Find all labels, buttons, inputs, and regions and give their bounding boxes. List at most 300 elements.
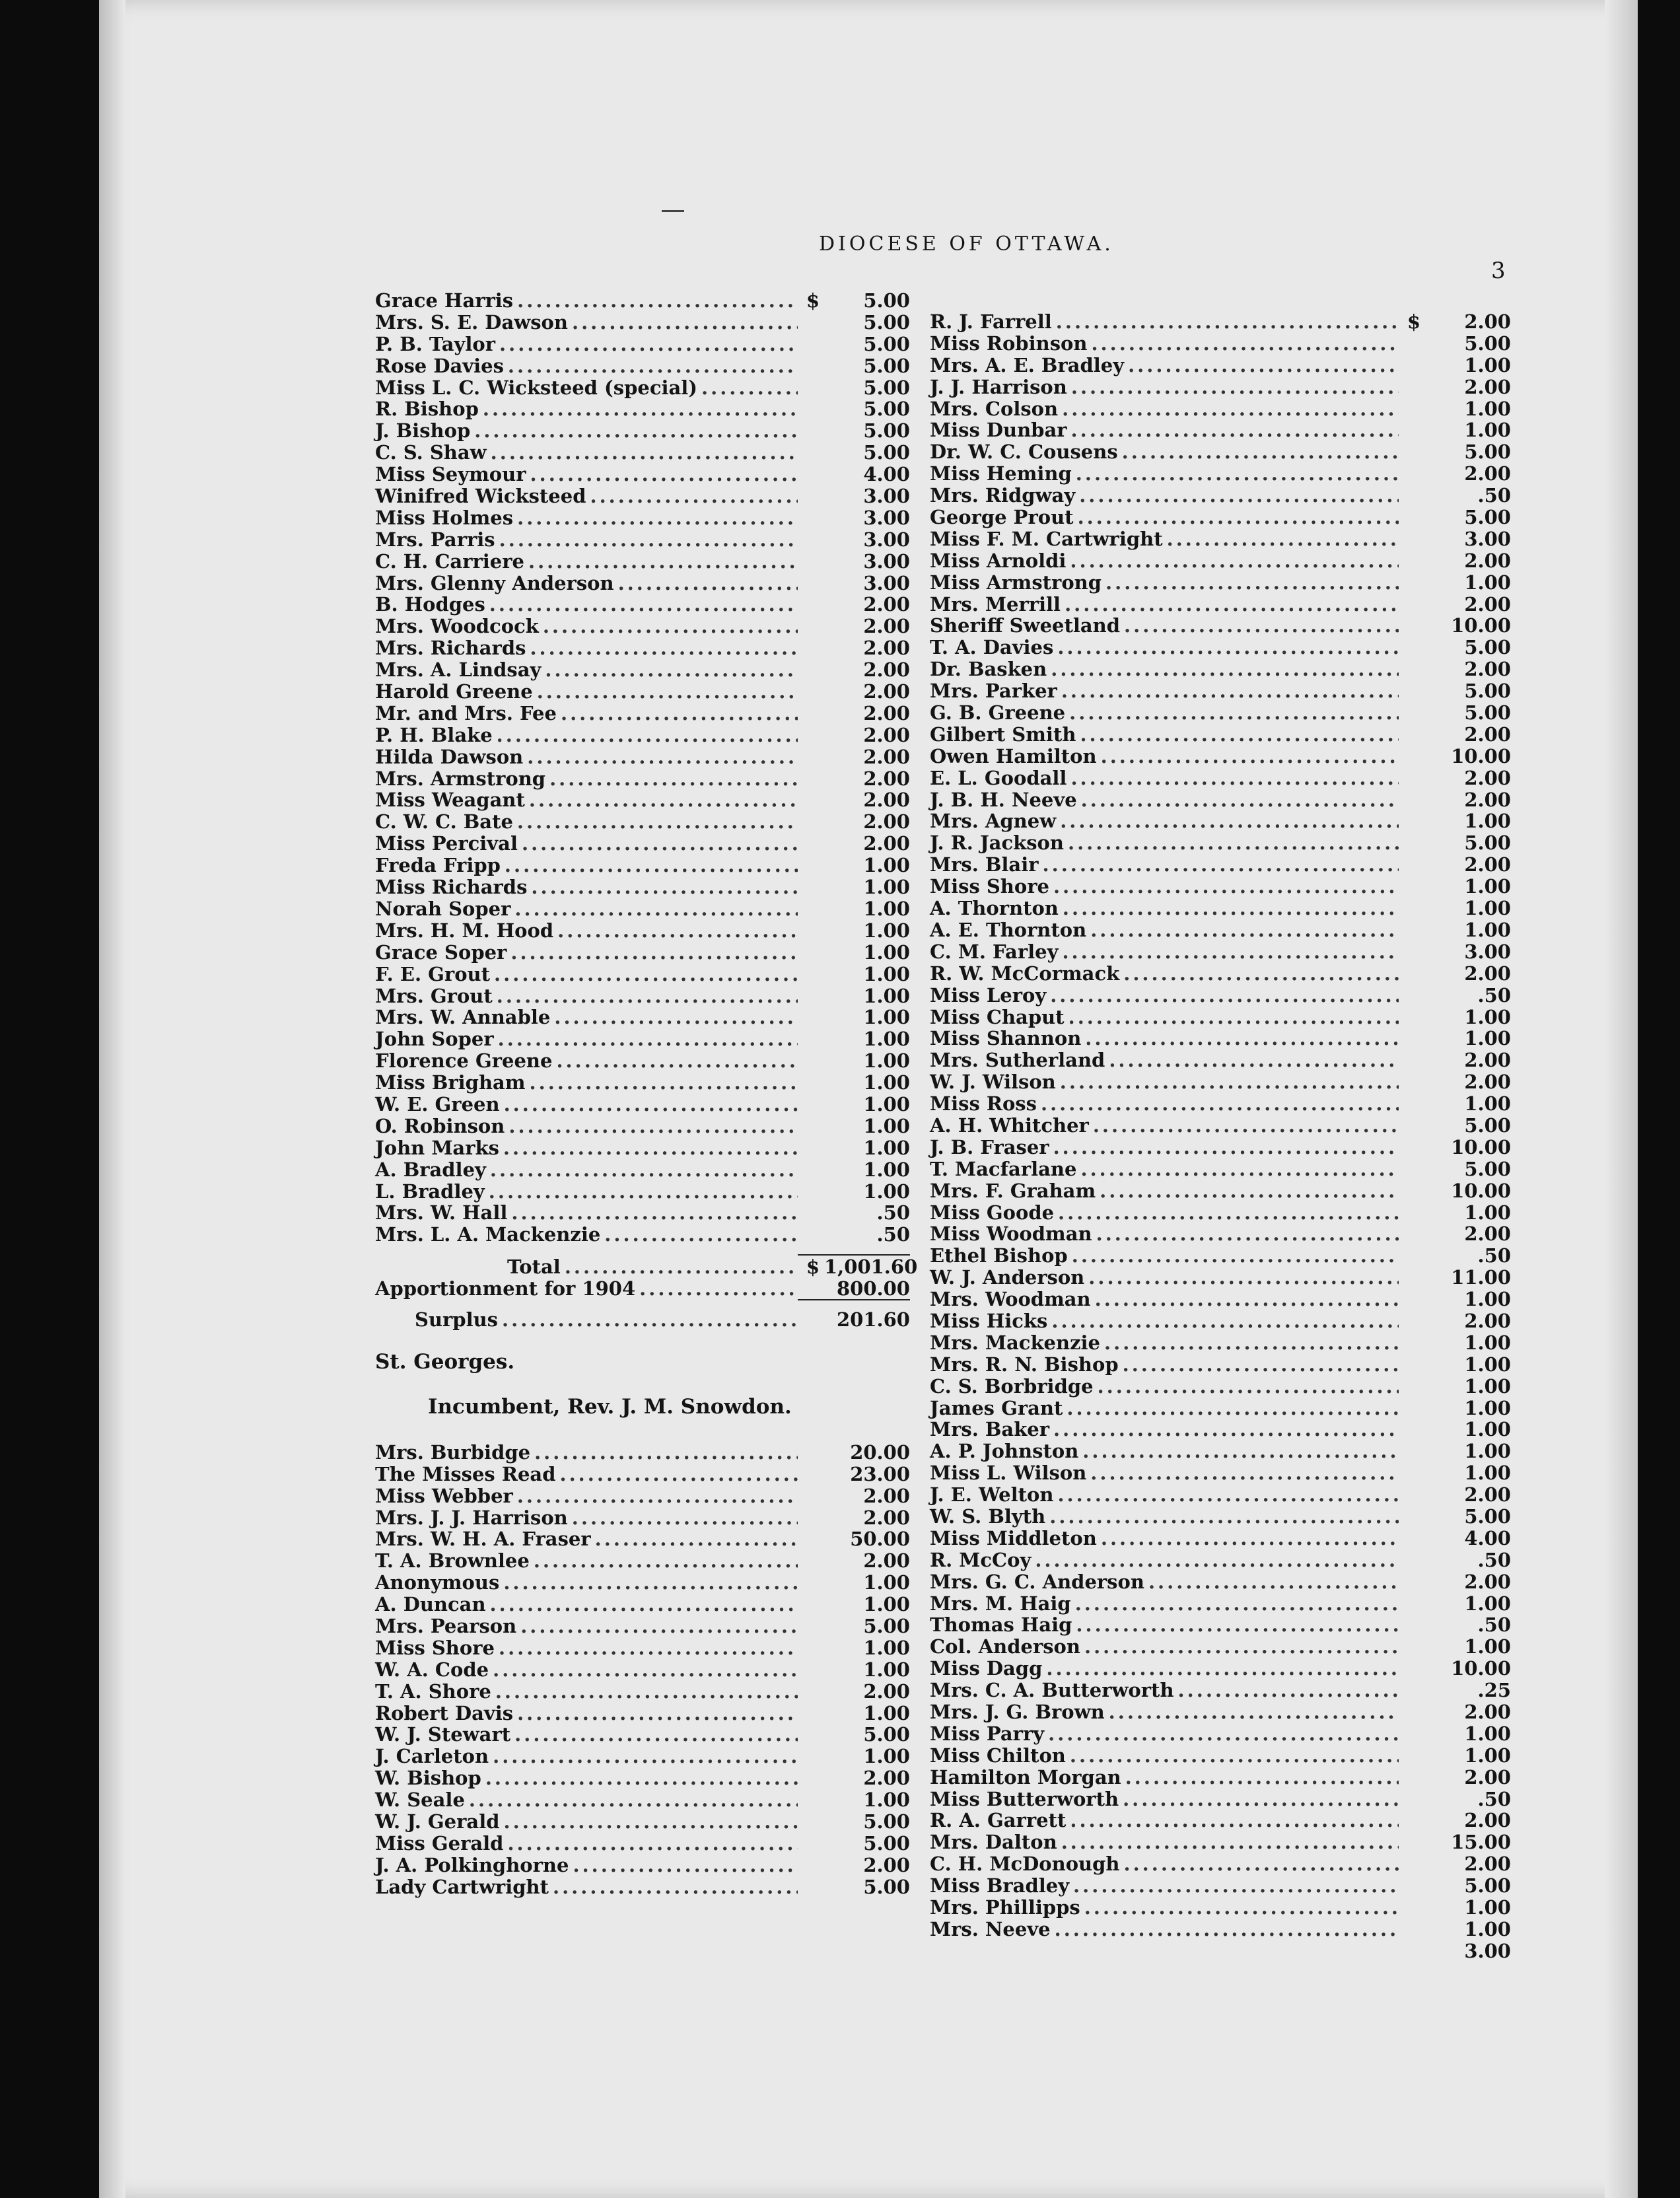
- list-item: [930, 723, 1511, 745]
- dot-leader: [1090, 1462, 1399, 1484]
- list-item: [375, 1810, 910, 1832]
- dot-leader: [1096, 1223, 1399, 1245]
- contribution-amount: 1.00: [1464, 1462, 1511, 1485]
- list-item: [375, 1049, 910, 1071]
- contribution-amount: 5.00: [863, 1831, 910, 1855]
- contributor-name: Mrs. Armstrong: [375, 767, 546, 790]
- list-item: [375, 1093, 910, 1115]
- list-item: [375, 1723, 910, 1745]
- dot-leader: [498, 1028, 798, 1050]
- contribution-amount: 10.00: [1451, 614, 1511, 637]
- contributor-name: Dr. Basken: [930, 658, 1047, 681]
- contributor-name: Miss L. Wilson: [930, 1462, 1087, 1485]
- list-item: [930, 1375, 1511, 1397]
- list-item: [375, 419, 910, 441]
- list-item: [375, 1028, 910, 1049]
- contribution-amount: 1.00: [863, 919, 910, 942]
- contributor-name: Mrs. L. A. Mackenzie: [375, 1223, 601, 1246]
- list-item: [930, 1201, 1511, 1223]
- list-item: [375, 1680, 910, 1702]
- contributor-name: Ethel Bishop: [930, 1244, 1068, 1267]
- list-item: [375, 441, 910, 463]
- contribution-amount: 4.00: [863, 463, 910, 486]
- contribution-amount: 1.00: [863, 876, 910, 899]
- list-item: [930, 1136, 1511, 1158]
- contribution-amount: 1.00: [1464, 1440, 1511, 1463]
- dot-leader: [517, 1485, 798, 1507]
- contribution-amount: 1.00: [1464, 918, 1511, 941]
- contribution-amount: 1.00: [1464, 1092, 1511, 1116]
- contributor-name: Lady Cartwright: [375, 1875, 549, 1898]
- contributor-name: Mrs. Ridgway: [930, 484, 1076, 507]
- contribution-amount: 2.00: [863, 810, 910, 833]
- contributor-name: Mrs. Sutherland: [930, 1049, 1105, 1072]
- contribution-amount: 2.00: [1464, 462, 1511, 485]
- contributor-name: A. Thornton: [930, 897, 1059, 920]
- list-item: [375, 485, 910, 507]
- contribution-amount: 2.00: [863, 701, 910, 725]
- list-item: [930, 1613, 1511, 1635]
- contributor-name: F. E. Grout: [375, 962, 491, 985]
- dot-leader: [1053, 875, 1399, 898]
- list-item: [930, 506, 1511, 528]
- contributor-name: J. B. H. Neeve: [930, 788, 1077, 811]
- contribution-amount: 3.00: [863, 571, 910, 594]
- dot-leader: [701, 376, 798, 399]
- list-item: [930, 1527, 1511, 1549]
- dot-leader: [511, 1201, 798, 1224]
- dot-leader: [1071, 376, 1399, 398]
- list-item: [930, 1180, 1511, 1201]
- list-item: [930, 398, 1511, 419]
- contributor-name: Mrs. S. E. Dawson: [375, 310, 568, 334]
- contribution-amount: .50: [1477, 983, 1511, 1007]
- contribution-amount: 2.00: [863, 1767, 910, 1790]
- list-item: [930, 658, 1511, 680]
- dot-leader: [556, 1049, 798, 1072]
- contributor-name: Mrs. R. N. Bishop: [930, 1353, 1119, 1376]
- list-item: [375, 1637, 910, 1658]
- list-item: [930, 984, 1511, 1006]
- dot-leader: [1043, 853, 1399, 876]
- contribution-amount: .25: [1477, 1679, 1511, 1702]
- contributor-name: Freda Fripp: [375, 854, 501, 877]
- list-item: [930, 636, 1511, 658]
- contributor-name: R. J. Farrell: [930, 310, 1052, 333]
- contributor-name: Miss Robinson: [930, 332, 1088, 355]
- contributor-name: Miss Gerald: [375, 1831, 504, 1855]
- contributor-name: Winifred Wicksteed: [375, 485, 586, 508]
- list-item: [930, 1831, 1511, 1853]
- contributor-name: Robert Davis: [375, 1701, 514, 1724]
- contribution-amount: 3.00: [863, 506, 910, 529]
- contributor-name: Grace Soper: [375, 940, 507, 964]
- contributor-name: Mrs. Burbidge: [375, 1440, 531, 1464]
- list-item: [930, 354, 1511, 376]
- list-item: [375, 680, 910, 702]
- dot-leader: [495, 1680, 798, 1703]
- contribution-amount: 4.00: [1464, 1526, 1511, 1549]
- dot-leader: [490, 1158, 798, 1181]
- contributor-name: Miss Percival: [375, 832, 518, 855]
- list-item: [375, 1789, 910, 1810]
- dot-leader: [618, 572, 798, 594]
- contribution-amount: 2.00: [1464, 1309, 1511, 1332]
- contributor-name: A. P. Johnston: [930, 1440, 1079, 1463]
- dot-leader: [1053, 1136, 1399, 1158]
- contribution-amount: 1.00: [863, 940, 910, 964]
- list-item: [375, 898, 910, 919]
- dot-leader: [493, 1658, 798, 1681]
- contributor-name: Col. Anderson: [930, 1635, 1080, 1658]
- list-item: [375, 398, 910, 419]
- dot-leader: [505, 854, 798, 876]
- dot-leader: [517, 1702, 798, 1724]
- contributor-name: R. Bishop: [375, 398, 479, 421]
- dot-leader: [1057, 1483, 1399, 1506]
- dot-leader: [517, 507, 798, 529]
- contributor-name: C. M. Farley: [930, 940, 1059, 963]
- dot-leader: [514, 898, 798, 920]
- contributor-name: Mrs. Blair: [930, 853, 1039, 876]
- contribution-amount: 1.00: [1464, 353, 1511, 376]
- dot-leader: [520, 1615, 798, 1637]
- contribution-amount: 11.00: [1451, 1266, 1511, 1289]
- contributor-name: Miss Dunbar: [930, 419, 1067, 442]
- list-item: [930, 1657, 1511, 1679]
- contributor-name: Mrs. W. Annable: [375, 1006, 551, 1029]
- dot-leader: [497, 724, 798, 746]
- dot-leader: [530, 463, 798, 485]
- contributor-name: Mr. and Mrs. Fee: [375, 701, 557, 725]
- list-item: [930, 1114, 1511, 1136]
- dot-leader: [1075, 1592, 1399, 1615]
- list-item: [375, 637, 910, 658]
- contributor-name: Mrs. M. Haig: [930, 1592, 1071, 1615]
- dot-leader: [1072, 1244, 1399, 1267]
- dot-leader: [1068, 1006, 1399, 1028]
- contribution-amount: 23.00: [850, 1462, 910, 1485]
- section-title: St. Georges.: [375, 1349, 515, 1374]
- contributor-name: Miss Leroy: [930, 983, 1047, 1007]
- contributor-name: Miss Arnoldi: [930, 549, 1067, 572]
- dot-leader: [1046, 1657, 1399, 1680]
- contribution-amount: 5.00: [1464, 832, 1511, 855]
- contributor-name: Sheriff Sweetland: [930, 614, 1121, 637]
- contribution-amount: 2.00: [863, 832, 910, 855]
- dot-leader: [561, 702, 798, 725]
- contributor-name: W. J. Anderson: [930, 1266, 1085, 1289]
- dot-leader: [1058, 1201, 1399, 1224]
- total-row: [375, 1256, 918, 1279]
- contribution-amount: 2.00: [1464, 1071, 1511, 1094]
- contribution-amount: 2.00: [863, 767, 910, 790]
- dot-leader: [485, 1767, 798, 1789]
- dot-leader: [1067, 1397, 1399, 1419]
- dot-leader: [1104, 1331, 1399, 1354]
- contribution-amount: 5.00: [863, 398, 910, 421]
- dot-leader: [1060, 1071, 1399, 1093]
- dot-leader: [503, 1137, 798, 1159]
- contribution-amount: 1.00: [1464, 1005, 1511, 1028]
- list-item: [930, 1809, 1511, 1831]
- contributor-name: Miss Armstrong: [930, 571, 1102, 594]
- dot-leader: [497, 985, 798, 1007]
- list-item: [930, 1331, 1511, 1353]
- contribution-amount: .50: [876, 1223, 910, 1246]
- list-item: [930, 593, 1511, 615]
- dot-leader: [494, 963, 798, 985]
- list-item: [930, 1244, 1511, 1266]
- contributor-name: A. E. Thornton: [930, 918, 1087, 941]
- list-item: [930, 1896, 1511, 1918]
- contributor-name: W. J. Gerald: [375, 1810, 500, 1833]
- dot-leader: [483, 398, 798, 420]
- dollar-sign: $: [1407, 310, 1421, 333]
- contributor-name: W. Seale: [375, 1789, 465, 1812]
- list-item: [375, 854, 910, 876]
- list-item: [375, 528, 910, 550]
- contribution-amount: 1.00: [1464, 1896, 1511, 1919]
- list-item: [930, 701, 1511, 723]
- list-item: [930, 462, 1511, 484]
- contribution-amount: 1.00: [863, 854, 910, 877]
- contribution-amount: 1.00: [1464, 1418, 1511, 1441]
- dot-leader: [572, 1507, 798, 1529]
- list-item: [930, 962, 1511, 984]
- contributor-name: J. Carleton: [375, 1745, 489, 1768]
- contribution-amount: 2.00: [863, 637, 910, 660]
- contribution-amount: 5.00: [863, 441, 910, 464]
- contributor-name: Hilda Dawson: [375, 745, 524, 768]
- list-item: [930, 810, 1511, 832]
- contribution-amount: .50: [1477, 1613, 1511, 1637]
- list-item: [375, 1832, 910, 1854]
- contribution-amount: 2.00: [863, 1549, 910, 1573]
- contribution-amount: 5.00: [1464, 441, 1511, 464]
- contributor-name: T. Macfarlane: [930, 1157, 1077, 1180]
- list-item: [375, 985, 910, 1007]
- contributor-name: Mrs. W. H. A. Fraser: [375, 1528, 591, 1551]
- dot-leader: [517, 810, 798, 833]
- list-item: [930, 1635, 1511, 1657]
- dot-leader: [1101, 745, 1399, 767]
- dot-leader: [559, 1463, 798, 1485]
- dot-leader: [474, 419, 798, 442]
- contribution-amount: .50: [876, 1201, 910, 1224]
- page-number: 3: [1491, 258, 1506, 284]
- contributor-name: Mrs. Woodcock: [375, 615, 539, 638]
- contribution-amount: 10.00: [1451, 1179, 1511, 1202]
- contributor-name: J. A. Polkinghorne: [375, 1853, 569, 1876]
- list-item: [375, 1658, 910, 1680]
- dot-leader: [1123, 1353, 1399, 1376]
- contributor-name: Mrs. Woodman: [930, 1288, 1091, 1311]
- dot-leader: [1101, 1527, 1399, 1549]
- dot-leader: [1123, 1853, 1399, 1875]
- contribution-amount: 1.00: [863, 1092, 910, 1116]
- contributor-name: C. H. Carriere: [375, 550, 524, 573]
- contribution-amount: 1.00: [863, 1745, 910, 1768]
- dot-leader: [489, 593, 798, 616]
- dot-leader: [1090, 919, 1399, 941]
- dot-leader: [1065, 593, 1399, 616]
- dot-leader: [514, 1723, 798, 1746]
- contributor-name: Mrs. Grout: [375, 984, 493, 1007]
- dot-leader: [572, 311, 798, 334]
- list-item: [375, 789, 910, 810]
- list-item: [375, 832, 910, 854]
- list-item: [375, 1549, 910, 1571]
- list-item: [930, 919, 1511, 940]
- running-header: DIOCESE OF OTTAWA.: [819, 232, 1114, 256]
- list-item: [375, 810, 910, 832]
- dot-leader: [493, 1745, 798, 1767]
- contribution-amount: 1.00: [863, 1071, 910, 1094]
- contributor-name: J. Bishop: [375, 419, 471, 443]
- list-item: [930, 680, 1511, 701]
- contribution-amount: 3.00: [863, 485, 910, 508]
- list-item: [930, 1701, 1511, 1722]
- dot-leader: [530, 1071, 798, 1094]
- contributor-name: T. A. Shore: [375, 1680, 491, 1703]
- list-item: [375, 572, 910, 594]
- list-item: [930, 441, 1511, 462]
- dot-leader: [1068, 832, 1399, 854]
- dot-leader: [522, 832, 798, 855]
- contribution-amount: 1.00: [1464, 1396, 1511, 1419]
- contributor-name: Mrs. Merrill: [930, 592, 1061, 616]
- dot-leader: [534, 1441, 798, 1464]
- dot-leader: [489, 1180, 798, 1203]
- contributor-name: The Misses Read: [375, 1462, 556, 1485]
- contributor-name: Miss Brigham: [375, 1071, 526, 1094]
- list-item: [930, 1049, 1511, 1071]
- list-item: [375, 1745, 910, 1767]
- contributor-name: Norah Soper: [375, 897, 511, 920]
- contributor-name: Gilbert Smith: [930, 723, 1076, 746]
- contribution-amount: 2.00: [863, 789, 910, 812]
- list-item: [375, 1485, 910, 1507]
- dot-leader: [1057, 636, 1399, 658]
- contributor-name: Mrs. Mackenzie: [930, 1331, 1101, 1354]
- list-item: [375, 550, 910, 572]
- contributor-name: James Grant: [930, 1396, 1063, 1419]
- list-item: [375, 1615, 910, 1637]
- dot-leader: [1070, 1744, 1399, 1767]
- contribution-amount: 5.00: [863, 332, 910, 355]
- dot-leader: [1088, 1266, 1399, 1289]
- apportionment-row: [375, 1277, 910, 1299]
- contributor-name: B. Hodges: [375, 593, 485, 616]
- contribution-amount: 1.00: [1464, 419, 1511, 442]
- dot-leader: [537, 680, 798, 703]
- contribution-amount: 5.00: [1464, 1874, 1511, 1897]
- dot-leader: [1050, 984, 1399, 1007]
- contributor-name: Rose Davies: [375, 354, 504, 377]
- dot-leader: [590, 485, 798, 507]
- dot-leader: [1123, 962, 1399, 985]
- contributor-name: T. A. Brownlee: [375, 1549, 530, 1573]
- contribution-amount: 1.00: [1464, 397, 1511, 420]
- contribution-amount: 5.00: [1464, 680, 1511, 703]
- list-item: [375, 963, 910, 985]
- contribution-amount: 2.00: [1464, 1809, 1511, 1832]
- list-item: [930, 940, 1511, 962]
- list-item: [930, 897, 1511, 919]
- contributor-name: P. B. Taylor: [375, 332, 495, 355]
- list-item: [375, 1180, 910, 1202]
- list-item: [930, 1092, 1511, 1114]
- list-item: [930, 376, 1511, 398]
- dot-leader: [1081, 789, 1399, 811]
- list-item: [375, 1071, 910, 1093]
- list-item: [930, 1940, 1511, 1962]
- dot-leader: [1073, 1874, 1399, 1897]
- dot-leader: [1095, 1288, 1399, 1310]
- list-item: [375, 658, 910, 680]
- dot-leader: [1070, 1809, 1399, 1831]
- right-column: [930, 310, 1511, 1962]
- dot-leader: [1148, 1571, 1399, 1593]
- contributor-name: Mrs. H. M. Hood: [375, 919, 554, 942]
- contributor-name: Mrs. Parker: [930, 680, 1057, 703]
- list-item: [375, 355, 910, 376]
- list-item: [930, 1788, 1511, 1810]
- contributor-name: Mrs. Glenny Anderson: [375, 571, 614, 594]
- list-item: [930, 1918, 1511, 1940]
- list-item: [930, 1223, 1511, 1244]
- dot-leader: [1080, 723, 1399, 746]
- list-item: [375, 615, 910, 637]
- list-item: [930, 1571, 1511, 1592]
- contributor-name: W. A. Code: [375, 1658, 489, 1681]
- contribution-amount: 1.00: [863, 1180, 910, 1203]
- contribution-amount: 3.00: [863, 550, 910, 573]
- dot-leader: [1078, 506, 1399, 528]
- dot-leader: [1100, 1180, 1399, 1202]
- dot-leader: [1070, 550, 1399, 572]
- contributor-name: Mrs. F. Graham: [930, 1179, 1096, 1202]
- contributor-name: Mrs. Richards: [375, 637, 526, 660]
- list-item: [930, 1006, 1511, 1028]
- contributor-name: R. W. McCormack: [930, 962, 1120, 985]
- contributor-name: Mrs. Parris: [375, 528, 495, 551]
- dot-leader: [469, 1789, 798, 1811]
- contribution-amount: 2.00: [1464, 853, 1511, 876]
- contribution-amount: 5.00: [1464, 701, 1511, 725]
- contribution-amount: 5.00: [1464, 506, 1511, 529]
- surplus-amount: 201.60: [837, 1308, 910, 1331]
- dot-leader: [1051, 1310, 1399, 1332]
- contributor-name: G. B. Greene: [930, 701, 1066, 725]
- dot-leader: [1125, 1766, 1399, 1789]
- dot-leader: [1093, 1114, 1399, 1137]
- contribution-amount: 1.00: [1464, 1027, 1511, 1050]
- dot-leader: [517, 289, 798, 312]
- surplus-label: Surplus: [415, 1308, 499, 1331]
- contributor-name: Mrs. G. C. Anderson: [930, 1570, 1144, 1593]
- contribution-amount: 1.00: [863, 1701, 910, 1724]
- list-item: [375, 1441, 910, 1463]
- contribution-amount: 20.00: [850, 1440, 910, 1464]
- dot-leader: [1082, 1440, 1399, 1462]
- contribution-amount: 1.00: [863, 1028, 910, 1051]
- contribution-amount: 2.00: [863, 593, 910, 616]
- contribution-amount: 2.00: [1464, 1483, 1511, 1507]
- contributor-name: Miss Holmes: [375, 506, 514, 529]
- contributor-name: C. H. McDonough: [930, 1853, 1120, 1876]
